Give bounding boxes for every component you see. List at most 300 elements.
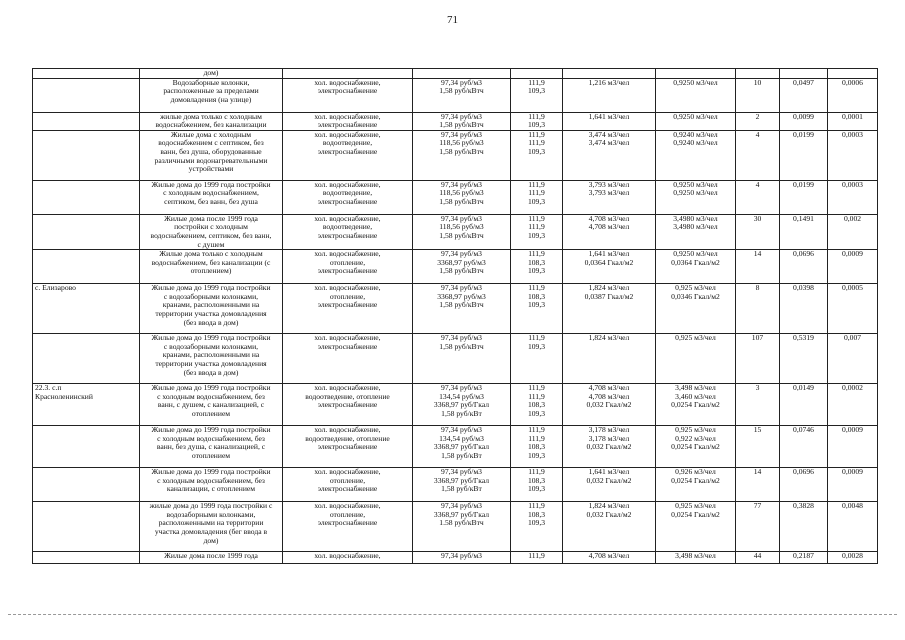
cell-line: 111,9 <box>528 188 545 198</box>
cell-line: Красноленинский <box>35 391 93 401</box>
tariff-cell <box>413 384 511 426</box>
cell-value: 8 <box>755 283 760 293</box>
cell-line: хол. водоснабжение, <box>314 283 381 293</box>
cell-line: 1,58 руб/кВт <box>441 484 482 494</box>
index-cell <box>511 426 563 468</box>
value-cell <box>828 250 878 284</box>
norm-applied-cell <box>656 214 736 249</box>
cell-line: дом) <box>203 68 219 77</box>
cell-value: 2 <box>755 112 760 121</box>
tariff-cell <box>413 502 511 552</box>
services-cell <box>283 78 413 112</box>
cell-line: с холодным водоснабжением, без <box>157 475 265 485</box>
norm-applied-cell <box>656 334 736 384</box>
cell-line: водоотведение, отопление <box>305 391 390 401</box>
cell-line: 111,9 <box>528 283 545 293</box>
cell-line: 111,9 <box>528 433 545 443</box>
tariff-cell <box>413 69 511 79</box>
index-cell <box>511 69 563 79</box>
norm-cell <box>563 69 656 79</box>
cell-line: отопление, <box>329 475 366 485</box>
settlement-cell <box>33 180 140 214</box>
value-cell <box>828 426 878 468</box>
index-cell <box>511 334 563 384</box>
cell-line: Жилые дома до 1999 года постройки <box>151 425 271 435</box>
cell-value: 0,007 <box>843 333 862 343</box>
cell-line: 1,58 руб/кВтч <box>439 146 484 156</box>
cell-line: 97,34 руб/м3 <box>441 180 482 189</box>
cell-line: жилые дома только с холодным <box>160 112 262 121</box>
cell-value: 4 <box>755 180 760 189</box>
dwelling-type-cell <box>140 426 283 468</box>
cell-line: с холодным водоснабжением, без <box>157 433 265 443</box>
cell-line: 111,9 <box>528 391 545 401</box>
cell-line: 3,4980 м3/чел <box>673 222 718 232</box>
settlement-cell <box>33 552 140 564</box>
cell-value: 0,0009 <box>842 467 863 477</box>
cell-line: 97,34 руб/м3 <box>441 425 482 435</box>
norm-applied-cell <box>656 552 736 564</box>
norm-applied-cell <box>656 502 736 552</box>
cell-line: хол. водоснабжение, <box>314 78 381 87</box>
services-cell <box>283 130 413 180</box>
value-cell <box>780 69 828 79</box>
cell-value: 0,0003 <box>842 180 863 189</box>
cell-line: расположенные за пределами <box>163 86 259 96</box>
table-row <box>33 69 878 79</box>
cell-line: электроснабжение <box>317 86 378 96</box>
cell-line: хол. водоснабжение, <box>314 425 381 435</box>
cell-line: 111,9 <box>528 138 545 148</box>
table-row <box>33 180 878 214</box>
cell-line: хол. водоснабжение, <box>314 501 381 511</box>
cell-line: отопление, <box>329 509 366 519</box>
cell-line: 108,3 <box>527 257 546 267</box>
dwelling-type-cell <box>140 250 283 284</box>
settlement-cell <box>33 284 140 334</box>
cell-line: хол. водоснабжение, <box>314 333 381 343</box>
tariff-cell <box>413 334 511 384</box>
cell-line: 134,54 руб/м3 <box>439 391 484 401</box>
settlement-cell <box>33 250 140 284</box>
settlement-cell <box>33 502 140 552</box>
cell-line: 97,34 руб/м3 <box>441 383 482 393</box>
cell-line: 1,641 м3/чел <box>588 249 630 259</box>
cell-line: 1,641 м3/чел <box>588 467 630 477</box>
count-cell <box>736 384 780 426</box>
value-cell <box>828 214 878 249</box>
cell-line: ванн, без душа, оборудованные <box>160 146 262 156</box>
cell-line: жилые дома до 1999 года постройки с <box>149 501 273 511</box>
cell-line: 108,3 <box>527 442 546 452</box>
cell-line: 111,9 <box>528 214 545 223</box>
cell-line: домовладения (на улице) <box>170 94 252 104</box>
norm-applied-cell <box>656 426 736 468</box>
cell-line: Жилые дома с холодным <box>170 130 252 139</box>
cell-line: 0,9250 м3/чел <box>673 188 718 198</box>
cell-line: 111,9 <box>528 383 545 393</box>
cell-line: 111,9 <box>528 78 545 87</box>
cell-line: 1,58 руб/кВтч <box>439 341 484 351</box>
settlement-cell <box>33 112 140 130</box>
services-cell <box>283 384 413 426</box>
cell-line: 109,3 <box>527 266 546 276</box>
cell-line: 0,0254 Гкал/м2 <box>671 509 720 519</box>
cell-line: электроснабжение <box>317 300 378 310</box>
cell-line: 111,9 <box>528 551 545 561</box>
norm-applied-cell <box>656 384 736 426</box>
cell-line: 0,9250 м3/чел <box>673 78 718 87</box>
cell-line: 1,58 руб/кВтч <box>439 196 484 206</box>
cell-line: 97,34 руб/м3 <box>441 130 482 139</box>
cell-line: 0,9250 м3/чел <box>673 180 718 189</box>
cell-line: 3368,97 руб/Гкал <box>433 442 490 452</box>
norm-cell <box>563 426 656 468</box>
cell-line: 109,3 <box>527 341 546 351</box>
cell-value: 14 <box>753 467 762 477</box>
value-cell <box>780 502 828 552</box>
cell-line: 111,9 <box>528 333 545 343</box>
norm-applied-cell <box>656 78 736 112</box>
cell-line: 4,708 м3/чел <box>588 391 630 401</box>
cell-value: 0,0199 <box>793 180 814 189</box>
count-cell <box>736 214 780 249</box>
norm-applied-cell <box>656 69 736 79</box>
index-cell <box>511 552 563 564</box>
count-cell <box>736 180 780 214</box>
cell-line: 1,58 руб/кВтч <box>439 86 484 96</box>
tariff-cell <box>413 284 511 334</box>
cell-line: 97,34 руб/м3 <box>441 551 482 561</box>
value-cell <box>828 468 878 502</box>
cell-line: 3368,97 руб/м3 <box>437 257 486 267</box>
cell-line: 3,178 м3/чел <box>588 425 630 435</box>
cell-line: электроснабжение <box>317 341 378 351</box>
value-cell <box>828 384 878 426</box>
cell-line: 0,925 м3/чел <box>675 501 716 511</box>
cell-line: 0,925 м3/чел <box>675 333 716 343</box>
index-cell <box>511 78 563 112</box>
services-cell <box>283 180 413 214</box>
table-row <box>33 112 878 130</box>
norm-cell <box>563 284 656 334</box>
settlement-cell <box>33 78 140 112</box>
cell-line: участка домовладения (бег ввода в <box>154 526 268 536</box>
cell-line: дом) <box>203 535 219 545</box>
cell-line: 0,0254 Гкал/м2 <box>671 400 720 410</box>
cell-line: 111,9 <box>528 249 545 259</box>
dwelling-type-cell <box>140 78 283 112</box>
index-cell <box>511 130 563 180</box>
count-cell <box>736 69 780 79</box>
cell-line: с холодным водоснабжением, без <box>157 391 265 401</box>
cell-line: 134,54 руб/м3 <box>439 433 484 443</box>
cell-line: 3,793 м3/чел <box>588 188 630 198</box>
cell-line: 109,3 <box>527 196 546 206</box>
index-cell <box>511 284 563 334</box>
cell-line: хол. водоснабжение, <box>314 467 381 477</box>
cell-line: 3,498 м3/чел <box>675 551 716 561</box>
cell-line: водоснабжением, без канализации <box>155 120 267 130</box>
value-cell <box>780 334 828 384</box>
cell-value: 0,0696 <box>793 249 814 259</box>
cell-line: 3,178 м3/чел <box>588 433 630 443</box>
cell-line: 109,3 <box>527 230 546 240</box>
tariff-cell <box>413 214 511 249</box>
cell-value: 0,0497 <box>793 78 814 87</box>
cell-line: 111,9 <box>528 501 545 511</box>
norm-applied-cell <box>656 112 736 130</box>
cell-line: 97,34 руб/м3 <box>441 283 482 293</box>
table-row <box>33 426 878 468</box>
cell-value: 0,0099 <box>793 112 814 121</box>
services-cell <box>283 552 413 564</box>
table-row <box>33 78 878 112</box>
cell-line: 97,34 руб/м3 <box>441 112 482 121</box>
cell-line: 1,216 м3/чел <box>588 78 630 87</box>
cell-line: 3,4980 м3/чел <box>673 214 718 223</box>
cell-line: 109,3 <box>527 518 546 528</box>
cell-value: 0,0048 <box>842 501 863 511</box>
cell-line: водоотведение, <box>322 138 373 148</box>
settlement-cell <box>33 468 140 502</box>
services-cell <box>283 214 413 249</box>
cell-value: 0,1491 <box>793 214 814 223</box>
dwelling-type-cell <box>140 384 283 426</box>
index-cell <box>511 468 563 502</box>
cell-line: с холодным водоснабжением, <box>163 188 259 198</box>
cell-line: 118,56 руб/м3 <box>439 138 484 148</box>
cell-line: 97,34 руб/м3 <box>441 333 482 343</box>
cell-line: 0,9250 м3/чел <box>673 249 718 259</box>
cell-line: 0,032 Гкал/м2 <box>586 442 632 452</box>
cell-line: 97,34 руб/м3 <box>441 249 482 259</box>
cell-line: с водозаборными колонками, <box>163 291 259 301</box>
cell-value: 0,0746 <box>793 425 814 435</box>
norm-applied-cell <box>656 180 736 214</box>
norm-cell <box>563 214 656 249</box>
value-cell <box>780 250 828 284</box>
norm-cell <box>563 112 656 130</box>
cell-line: водозаборными колонками, <box>166 509 256 519</box>
cell-line: ванн, с душем, с канализацией, с <box>157 400 265 410</box>
cell-line: 22.3. с.п <box>35 383 62 393</box>
cell-line: электроснабжение <box>317 266 378 276</box>
cell-value: 3 <box>755 383 760 393</box>
dwelling-type-cell <box>140 502 283 552</box>
cell-line: 1,58 руб/кВтч <box>439 230 484 240</box>
cell-value: 0,2187 <box>793 551 814 561</box>
cell-line: 109,3 <box>527 408 546 418</box>
cell-line: 111,9 <box>528 425 545 435</box>
cell-value: 77 <box>753 501 762 511</box>
cell-line: 0,0346 Гкал/м2 <box>671 291 720 301</box>
value-cell <box>828 78 878 112</box>
cell-line: 0,032 Гкал/м2 <box>586 400 632 410</box>
services-cell <box>283 334 413 384</box>
cell-line: 0,922 м3/чел <box>675 433 716 443</box>
cell-line: электроснабжение <box>317 120 378 130</box>
cell-line: 4,708 м3/чел <box>588 222 630 232</box>
dwelling-type-cell <box>140 69 283 79</box>
cell-line: 1,58 руб/кВт <box>441 408 482 418</box>
cell-line: 109,3 <box>527 86 546 96</box>
cell-line: 108,3 <box>527 475 546 485</box>
cell-line: 111,9 <box>528 130 545 139</box>
cell-value: 44 <box>753 551 762 561</box>
cell-value: 0,0003 <box>842 130 863 139</box>
index-cell <box>511 214 563 249</box>
cell-line: территории участка домовладения <box>155 308 267 318</box>
cell-line: хол. водоснабжение, <box>314 180 381 189</box>
services-cell <box>283 502 413 552</box>
norm-cell <box>563 180 656 214</box>
value-cell <box>780 130 828 180</box>
cell-line: 1,58 руб/кВт <box>441 450 482 460</box>
cell-line: 4,708 м3/чел <box>588 383 630 393</box>
value-cell <box>780 468 828 502</box>
cell-value: 14 <box>753 249 762 259</box>
value-cell <box>780 552 828 564</box>
value-cell <box>780 112 828 130</box>
count-cell <box>736 78 780 112</box>
cell-line: Жилые дома только с холодным <box>159 249 263 259</box>
table-row <box>33 130 878 180</box>
cell-value: 30 <box>753 214 762 223</box>
cell-value: 10 <box>753 78 762 87</box>
norm-cell <box>563 502 656 552</box>
cell-value: 0,0398 <box>793 283 814 293</box>
cell-line: 111,9 <box>528 467 545 477</box>
value-cell <box>780 78 828 112</box>
norm-cell <box>563 78 656 112</box>
cell-line: 3,460 м3/чел <box>675 391 716 401</box>
cell-line: 97,34 руб/м3 <box>441 78 482 87</box>
cell-line: 3,474 м3/чел <box>588 138 630 148</box>
services-cell <box>283 250 413 284</box>
norm-cell <box>563 250 656 284</box>
cell-line: хол. водоснабжение, <box>314 551 381 561</box>
cell-line: различными водонагревательными <box>154 155 268 165</box>
dwelling-type-cell <box>140 180 283 214</box>
cell-line: 1,58 руб/кВтч <box>439 120 484 130</box>
value-cell <box>828 130 878 180</box>
cell-line: (без ввода в дом) <box>183 367 239 377</box>
cell-value: 0,0028 <box>842 551 863 561</box>
cell-line: 97,34 руб/м3 <box>441 214 482 223</box>
cell-line: 1,824 м3/чел <box>588 283 630 293</box>
cell-line: 4,708 м3/чел <box>588 551 630 561</box>
cell-value: 0,0149 <box>793 383 814 393</box>
services-cell <box>283 69 413 79</box>
cell-line: 0,0254 Гкал/м2 <box>671 475 720 485</box>
dwelling-type-cell <box>140 334 283 384</box>
cell-line: 109,3 <box>527 300 546 310</box>
cell-line: электроснабжение <box>317 230 378 240</box>
table-row <box>33 552 878 564</box>
cell-line: устройствами <box>188 164 234 174</box>
cell-line: Жилые дома до 1999 года постройки <box>151 467 271 477</box>
cell-value: 0,0009 <box>842 249 863 259</box>
cell-value: 0,0009 <box>842 425 863 435</box>
index-cell <box>511 112 563 130</box>
tariff-cell <box>413 468 511 502</box>
cell-line: 3,498 м3/чел <box>675 383 716 393</box>
services-cell <box>283 112 413 130</box>
tariff-cell <box>413 112 511 130</box>
cell-line: 111,9 <box>528 112 545 121</box>
cell-line: 1,58 руб/кВтч <box>439 300 484 310</box>
cell-value: 4 <box>755 130 760 139</box>
cell-line: 108,3 <box>527 291 546 301</box>
count-cell <box>736 334 780 384</box>
cell-line: электроснабжение <box>317 518 378 528</box>
cell-line: 3,474 м3/чел <box>588 130 630 139</box>
cell-line: 4,708 м3/чел <box>588 214 630 223</box>
dwelling-type-cell <box>140 468 283 502</box>
norm-applied-cell <box>656 250 736 284</box>
tariff-cell <box>413 180 511 214</box>
dwelling-type-cell <box>140 214 283 249</box>
value-cell <box>828 552 878 564</box>
cell-line: 111,9 <box>528 180 545 189</box>
cell-line: 109,3 <box>527 146 546 156</box>
cell-line: 3368,97 руб/м3 <box>437 291 486 301</box>
cell-value: 0,0696 <box>793 467 814 477</box>
settlement-cell <box>33 334 140 384</box>
cell-line: 108,3 <box>527 509 546 519</box>
value-cell <box>780 214 828 249</box>
count-cell <box>736 284 780 334</box>
cell-line: электроснабжение <box>317 400 378 410</box>
norm-cell <box>563 130 656 180</box>
cell-line: отопление, <box>329 257 366 267</box>
tariff-cell <box>413 78 511 112</box>
value-cell <box>780 384 828 426</box>
index-cell <box>511 250 563 284</box>
cell-line: 0,926 м3/чел <box>675 467 716 477</box>
cell-value: 0,0005 <box>842 283 863 293</box>
settlement-cell <box>33 426 140 468</box>
value-cell <box>828 112 878 130</box>
cell-line: Жилые дома до 1999 года постройки <box>151 333 271 343</box>
cell-value: 0,0006 <box>842 78 863 87</box>
cell-line: отоплением <box>191 408 231 418</box>
cell-line: 3368,97 руб/Гкал <box>433 400 490 410</box>
value-cell <box>828 334 878 384</box>
cell-line: хол. водоснабжение, <box>314 112 381 121</box>
cell-line: 0,0387 Гкал/м2 <box>584 291 634 301</box>
norm-cell <box>563 334 656 384</box>
cell-line: электроснабжение <box>317 196 378 206</box>
norm-applied-cell <box>656 468 736 502</box>
cell-line: 109,3 <box>527 120 546 130</box>
tariff-cell <box>413 552 511 564</box>
cell-line: водоотведение, отопление <box>305 433 390 443</box>
settlement-cell <box>33 130 140 180</box>
cell-line: водоотведение, <box>322 188 373 198</box>
cell-line: 1,58 руб/кВтч <box>439 266 484 276</box>
cell-line: с душем <box>197 239 225 249</box>
tariff-cell <box>413 426 511 468</box>
services-cell <box>283 284 413 334</box>
cell-line: 3368,97 руб/Гкал <box>433 509 490 519</box>
cell-line: водоснабжением, септиком, без ванн, <box>150 230 272 240</box>
cell-line: ванн, без душа, с канализацией, с <box>156 442 266 452</box>
index-cell <box>511 502 563 552</box>
cell-line: 108,3 <box>527 400 546 410</box>
cell-line: септиком, без ванн, без душа <box>164 196 258 206</box>
